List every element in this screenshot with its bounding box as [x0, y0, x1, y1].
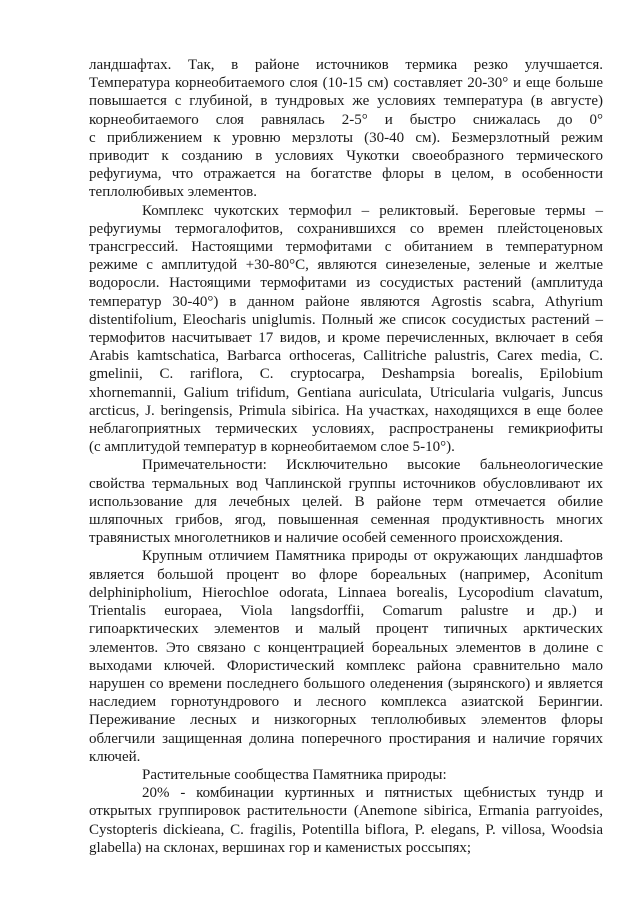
text-line: открытых группировок растительности (Anemone sibirica, Ermania parryoides,	[89, 803, 603, 820]
text-line: элементов. Это связано с концентрацией бореальных элементов в долине с	[89, 639, 603, 656]
text-line: Arabis kamtschatica, Barbarca orthoceras, Callitriche palustris, Carex media, C.	[89, 348, 603, 365]
text-line: рефугиума, что отражается на богатстве флоры в целом, в особенности	[89, 166, 603, 183]
text-line: шляпочных грибов, ягод, повышенная семенная продуктивность многих	[89, 512, 603, 529]
text-line: облегчили защищенная долина поперечного простирания и наличие горячих	[89, 730, 603, 747]
text-line: режиме с амплитудой +30-80°С, являются синезеленые, зеленые и желтые	[89, 257, 603, 274]
text-line: наследием горнотундрового и лесного комплекса азиатской Берингии.	[89, 694, 603, 711]
text-line: свойства термальных вод Чаплинской группы источников обусловливают их	[89, 475, 603, 492]
text-line: с приближением к уровню мерзлоты (30-40 см). Безмерзлотный режим	[89, 129, 603, 146]
text-line: приводит к созданию в условиях Чукотки своеобразного термического	[89, 148, 603, 165]
text-line: Температура корнеобитаемого слоя (10-15 см) составляет 20-30° и еще больше	[89, 75, 603, 92]
text-line: Растительные сообщества Памятника природы:	[142, 766, 447, 783]
paragraph-tundra-combinations	[89, 784, 603, 857]
text-line: gmelinii, C. rariflora, C. cryptocarpa, Deshampsia borealis, Epilobium	[89, 366, 603, 383]
text-line: Крупным отличием Памятника природы от окружающих ландшафтов	[142, 548, 603, 565]
text-line: неблагоприятных термических условиях, распространены гемикриофиты	[89, 421, 603, 438]
text-line: трансгрессий. Настоящими термофитами с обитанием в температурном	[89, 239, 603, 256]
text-line: ландшафтах. Так, в районе источников термика резко улучшается.	[89, 57, 603, 73]
text-line: ключей.	[89, 748, 141, 765]
text-line: является большой процент во флоре бореальных (например, Aconitum	[89, 566, 603, 583]
paragraph-notable-features	[89, 456, 603, 547]
text-line: гипоарктических элементов и малый процент типичных арктических	[89, 621, 603, 638]
text-line: delphiniphоlium, Hierochloe odorata, Linnaea borealis, Lycopodium clavatum,	[89, 584, 603, 601]
text-line: повышается с глубиной, в тундровых же условиях температура (в августе)	[89, 93, 603, 110]
text-line: xhornemannii, Galium trifidum, Gentiana auriculata, Utricularia vulgaris, Juncus	[89, 384, 603, 401]
text-line: Комплекс чукотских термофил – реликтовый. Береговые термы –	[142, 202, 603, 219]
text-line: distentifolium, Eleocharis uniglumis. Полный же список сосудистых растений –	[89, 311, 603, 328]
text-line: использование для лечебных целей. В районе терм отмечается обилие	[89, 493, 603, 510]
text-line: корнеобитаемого слоя равнялась 2-5° и быстро снижалась до 0°	[89, 111, 603, 128]
text-line: температур 30-40°) в данном районе являются Agrostis scabra, Athyrium	[89, 293, 603, 310]
text-line: травянистых многолетников и наличие особей семенного происхождения.	[89, 530, 564, 547]
text-line: нарушен со времени последнего большого оледенения (зырянского) и является	[89, 675, 603, 692]
text-line: glabella) на склонах, вершинах гор и каменистых россыпях;	[89, 839, 472, 856]
text-line: Cystopteris dickieana, C. fragilis, Potentilla biflora, P. elegans, P. villosa, Woodsia	[89, 821, 603, 838]
text-line: термофитов насчитывает 17 видов, и кроме перечисленных, включает в себя	[89, 330, 603, 347]
paragraph-boreal-elements	[89, 547, 603, 765]
text-line: Переживание лесных и низкогорных теплолюбивых элементов флоры	[89, 712, 603, 729]
text-line: теплолюбивых элементов.	[89, 184, 257, 201]
text-line: водоросли. Настоящими термофитами из сосудистых растений (амплитуда	[89, 275, 603, 292]
text-line: arcticus, J. beringensis, Primula sibirica. На участках, находящихся в еще более	[89, 402, 603, 419]
text-line: выходами ключей. Флористический комплекс района сравнительно мало	[89, 657, 603, 674]
text-line: 20% - комбинации куртинных и пятнистых щебнистых тундр и	[142, 785, 603, 802]
document-page	[89, 56, 603, 857]
text-line: Trientalis europaea, Viola langsdorffii, Comarum palustre и др.) и	[89, 603, 603, 620]
paragraph-intro-continuation	[89, 56, 603, 202]
text-line: Примечательности: Исключительно высокие бальнеологические	[142, 457, 603, 474]
paragraph-communities-heading	[89, 766, 603, 784]
text-line: (с амплитудой температур в корнеобитаемом слое 5-10°).	[89, 439, 455, 456]
paragraph-thermophile-complex	[89, 202, 603, 457]
text-line: рефугиумы термогалофитов, сохранившихся со времен плейстоценовых	[89, 220, 603, 237]
